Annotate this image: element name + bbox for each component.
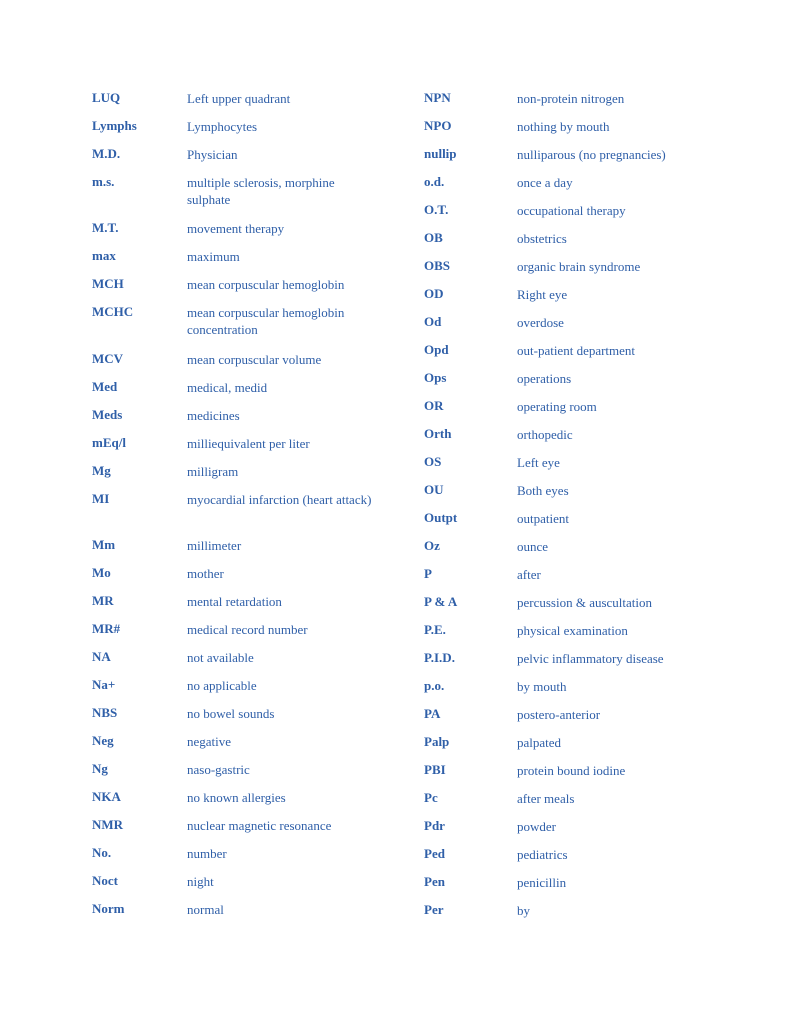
- abbreviation-term: OD: [424, 286, 444, 301]
- abbreviation-term: M.T.: [92, 220, 119, 235]
- abbreviation-term: Mo: [92, 565, 111, 580]
- abbreviation-definition: ounce: [517, 539, 549, 554]
- abbreviation-definition: overdose: [517, 315, 564, 330]
- abbreviation-term: No.: [92, 845, 112, 860]
- abbreviation-term: MCH: [92, 276, 124, 291]
- abbreviation-definition: after: [517, 567, 541, 582]
- abbreviation-term: MCV: [92, 351, 124, 366]
- abbreviation-definition: penicillin: [517, 875, 567, 890]
- abbreviation-definition: medicines: [187, 408, 240, 423]
- abbreviation-term: OBS: [424, 258, 451, 273]
- abbreviation-definition: Physician: [187, 147, 238, 162]
- abbreviation-term: P: [424, 566, 432, 581]
- abbreviation-term: max: [92, 248, 116, 263]
- abbreviation-definition: orthopedic: [517, 427, 573, 442]
- abbreviation-term: Na+: [92, 677, 116, 692]
- abbreviation-definition: no bowel sounds: [187, 706, 275, 721]
- abbreviation-definition: pelvic inflammatory disease: [517, 651, 664, 666]
- abbreviation-term: OU: [424, 482, 444, 497]
- abbreviation-term: Meds: [92, 407, 123, 422]
- abbreviation-term: p.o.: [424, 678, 445, 693]
- abbreviation-term: NBS: [92, 705, 118, 720]
- abbreviation-definition: obstetrics: [517, 231, 567, 246]
- abbreviation-definition: once a day: [517, 175, 573, 190]
- abbreviation-term: Norm: [92, 901, 125, 916]
- abbreviation-definition: medical record number: [187, 622, 308, 637]
- abbreviation-definition: mother: [187, 566, 224, 581]
- abbreviation-definition: physical examination: [517, 623, 628, 638]
- abbreviation-definition: outpatient: [517, 511, 569, 526]
- abbreviation-definition: no known allergies: [187, 790, 286, 805]
- abbreviation-term: Pen: [424, 874, 445, 889]
- abbreviation-term: Lymphs: [92, 118, 137, 133]
- abbreviation-term: Palp: [424, 734, 450, 749]
- abbreviation-definition: protein bound iodine: [517, 763, 626, 778]
- abbreviation-definition: milliequivalent per liter: [187, 436, 310, 451]
- abbreviation-term: Med: [92, 379, 118, 394]
- abbreviation-definition: mean corpuscular volume: [187, 352, 322, 367]
- abbreviation-term: nullip: [424, 146, 457, 161]
- abbreviation-definition: Left eye: [517, 455, 560, 470]
- abbreviation-term: NPN: [424, 90, 451, 105]
- abbreviation-term: NMR: [92, 817, 124, 832]
- abbreviation-term: O.T.: [424, 202, 449, 217]
- abbreviation-term: Pc: [424, 790, 438, 805]
- abbreviation-term: PA: [424, 706, 441, 721]
- abbreviation-definition: out-patient department: [517, 343, 636, 358]
- abbreviation-definition: night: [187, 874, 214, 889]
- abbreviation-term: P & A: [424, 594, 458, 609]
- abbreviation-definition: pediatrics: [517, 847, 568, 862]
- abbreviation-definition: myocardial infarction (heart attack): [187, 492, 372, 507]
- abbreviation-definition: mental retardation: [187, 594, 282, 609]
- abbreviation-definition: mean corpuscular hemoglobin: [187, 277, 345, 292]
- abbreviation-term: Opd: [424, 342, 449, 357]
- abbreviation-definition: operations: [517, 371, 572, 386]
- abbreviation-definition: number: [187, 846, 227, 861]
- abbreviation-term: Outpt: [424, 510, 458, 525]
- abbreviation-term: Mm: [92, 537, 116, 552]
- abbreviation-term: NPO: [424, 118, 452, 133]
- abbreviation-definition: operating room: [517, 399, 597, 414]
- abbreviation-term: m.s.: [92, 174, 115, 189]
- abbreviation-term: MR: [92, 593, 114, 608]
- abbreviation-definition: nulliparous (no pregnancies): [517, 147, 666, 162]
- abbreviation-term: NKA: [92, 789, 121, 804]
- abbreviation-definition: organic brain syndrome: [517, 259, 641, 274]
- abbreviation-definition: Lymphocytes: [187, 119, 258, 134]
- abbreviation-definition: Both eyes: [517, 483, 569, 498]
- abbreviation-term: NA: [92, 649, 111, 664]
- abbreviation-definition: palpated: [517, 735, 562, 750]
- abbreviation-definition: nothing by mouth: [517, 119, 610, 134]
- abbreviation-term: OS: [424, 454, 442, 469]
- abbreviation-definition: percussion & auscultation: [517, 595, 653, 610]
- abbreviation-definition: Left upper quadrant: [187, 91, 291, 106]
- abbreviation-term: Per: [424, 902, 444, 917]
- abbreviation-term: Noct: [92, 873, 118, 888]
- abbreviation-definition: after meals: [517, 791, 575, 806]
- abbreviation-term: MI: [92, 491, 110, 506]
- abbreviation-term: LUQ: [92, 90, 121, 105]
- abbreviation-definition: medical, medid: [187, 380, 268, 395]
- abbreviation-definition: milligram: [187, 464, 239, 479]
- abbreviation-definition: naso-gastric: [187, 762, 250, 777]
- abbreviation-term: P.E.: [424, 622, 446, 637]
- abbreviation-definition: by: [517, 903, 530, 918]
- abbreviation-definition: multiple sclerosis, morphine sulphate: [187, 175, 335, 207]
- abbreviation-definition: nuclear magnetic resonance: [187, 818, 332, 833]
- abbreviation-definition: millimeter: [187, 538, 242, 553]
- abbreviation-term: Pdr: [424, 818, 445, 833]
- abbreviation-definition: negative: [187, 734, 232, 749]
- abbreviation-term: Ops: [424, 370, 447, 385]
- abbreviation-term: Mg: [92, 463, 111, 478]
- abbreviation-definition: non-protein nitrogen: [517, 91, 625, 106]
- abbreviation-definition: mean corpuscular hemoglobin concentration: [187, 305, 345, 337]
- abbreviation-term: Oz: [424, 538, 440, 553]
- abbreviation-term: MR#: [92, 621, 121, 636]
- abbreviation-definition: movement therapy: [187, 221, 285, 236]
- abbreviation-definition: no applicable: [187, 678, 257, 693]
- abbreviation-term: PBI: [424, 762, 446, 777]
- abbreviation-definition: normal: [187, 902, 224, 917]
- abbreviation-term: M.D.: [92, 146, 121, 161]
- abbreviation-definition: powder: [517, 819, 556, 834]
- abbreviation-term: Orth: [424, 426, 452, 441]
- abbreviation-term: mEq/l: [92, 435, 126, 450]
- abbreviation-definition: occupational therapy: [517, 203, 626, 218]
- abbreviation-term: P.I.D.: [424, 650, 455, 665]
- abbreviation-term: Neg: [92, 733, 114, 748]
- abbreviation-term: Od: [424, 314, 442, 329]
- abbreviation-term: OB: [424, 230, 443, 245]
- abbreviation-definition: Right eye: [517, 287, 568, 302]
- abbreviation-term: o.d.: [424, 174, 445, 189]
- abbreviation-term: OR: [424, 398, 444, 413]
- abbreviation-definition: by mouth: [517, 679, 567, 694]
- abbreviation-definition: maximum: [187, 249, 240, 264]
- abbreviation-definition: not available: [187, 650, 254, 665]
- abbreviation-term: Ped: [424, 846, 445, 861]
- abbreviation-term: Ng: [92, 761, 108, 776]
- abbreviation-definition: postero-anterior: [517, 707, 601, 722]
- abbreviation-term: MCHC: [92, 304, 134, 319]
